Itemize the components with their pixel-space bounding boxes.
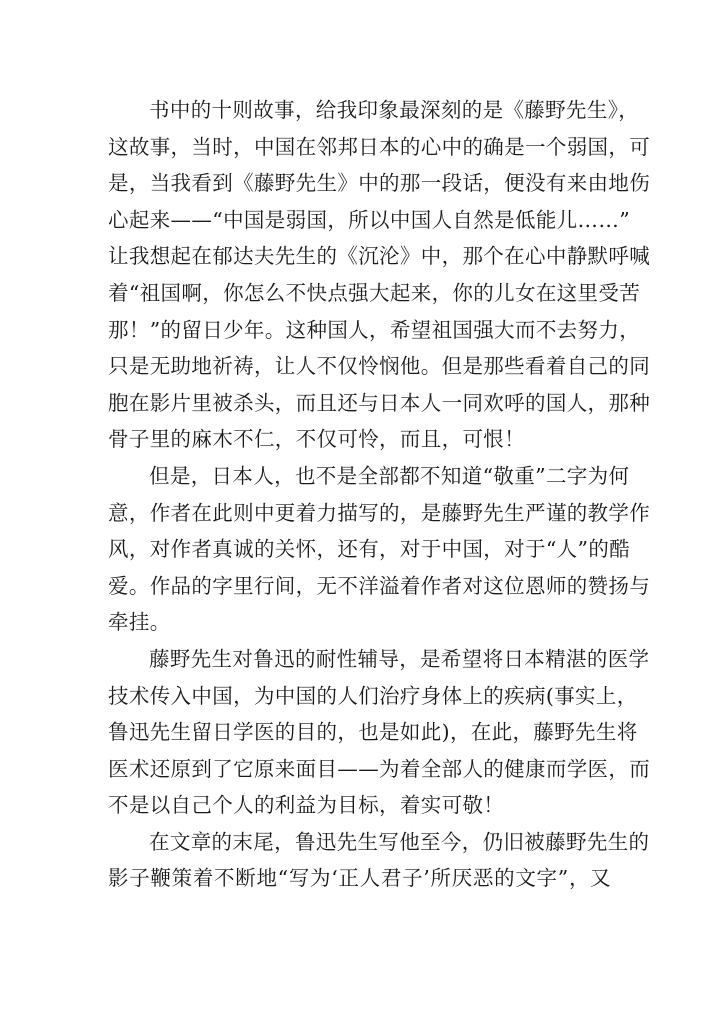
text-line: 藤野先生对鲁迅的耐性辅导，是希望将日本精湛的医学	[149, 646, 650, 671]
text-line: 那！”的留日少年。这种国人，希望祖国强大而不去努力，	[108, 317, 641, 342]
text-line: 只是无助地祈祷，让人不仅怜悯他。但是那些看着自己的同	[108, 354, 651, 379]
text-line: 书中的十则故事，给我印象最深刻的是《藤野先生》，	[149, 98, 640, 122]
paragraph-2	[108, 458, 651, 641]
text-line: 着“祖国啊，你怎么不快点强大起来，你的儿女在这里受苦	[108, 280, 641, 305]
text-line: 风，对作者真诚的关怀，还有，对于中国，对于“人”的酷	[108, 537, 631, 562]
text-line: 心起来——“中国是弱国，所以中国人自然是低能儿……”	[108, 207, 631, 232]
text-line: 技术传入中国，为中国的人们治疗身体上的疾病(事实上，	[108, 683, 638, 708]
paragraph-3	[108, 641, 651, 824]
text-line: 骨子里的麻木不仁，不仅可怜，而且，可恨！	[108, 427, 525, 452]
paragraph-4	[108, 824, 650, 897]
text-line: 不是以自己个人的利益为目标，着实可敬！	[108, 793, 505, 818]
text-line: 胞在影片里被杀头，而且还与日本人一同欢呼的国人，那种	[108, 390, 651, 415]
text-line: 牵挂。	[108, 610, 171, 635]
text-line: 鲁迅先生留日学医的目的，也是如此)，在此，藤野先生将	[108, 720, 638, 745]
text-line: 影子鞭策着不断地“写为‘正人君子’所厌恶的文字”，又	[108, 866, 611, 891]
text-line: 让我想起在郁达夫先生的《沉沦》中，那个在心中静默呼喊	[108, 244, 651, 269]
text-line: 是，当我看到《藤野先生》中的那一段话，便没有来由地伤	[108, 171, 651, 196]
paragraph-1	[108, 92, 651, 458]
text-line: 爱。作品的字里行间，无不洋溢着作者对这位恩师的赞扬与	[108, 573, 651, 598]
text-line: 这故事，当时，中国在邻邦日本的心中的确是一个弱国，可	[108, 134, 651, 159]
document-body	[108, 92, 651, 897]
text-line: 在文章的末尾，鲁迅先生写他至今，仍旧被藤野先生的	[149, 829, 650, 854]
text-line: 医术还原到了它原来面目——为着全部人的健康而学医，而	[108, 756, 651, 781]
text-line: 意，作者在此则中更着力描写的，是藤野先生严谨的教学作	[108, 500, 651, 525]
text-line: 但是，日本人，也不是全部都不知道“敬重”二字为何	[149, 463, 630, 488]
